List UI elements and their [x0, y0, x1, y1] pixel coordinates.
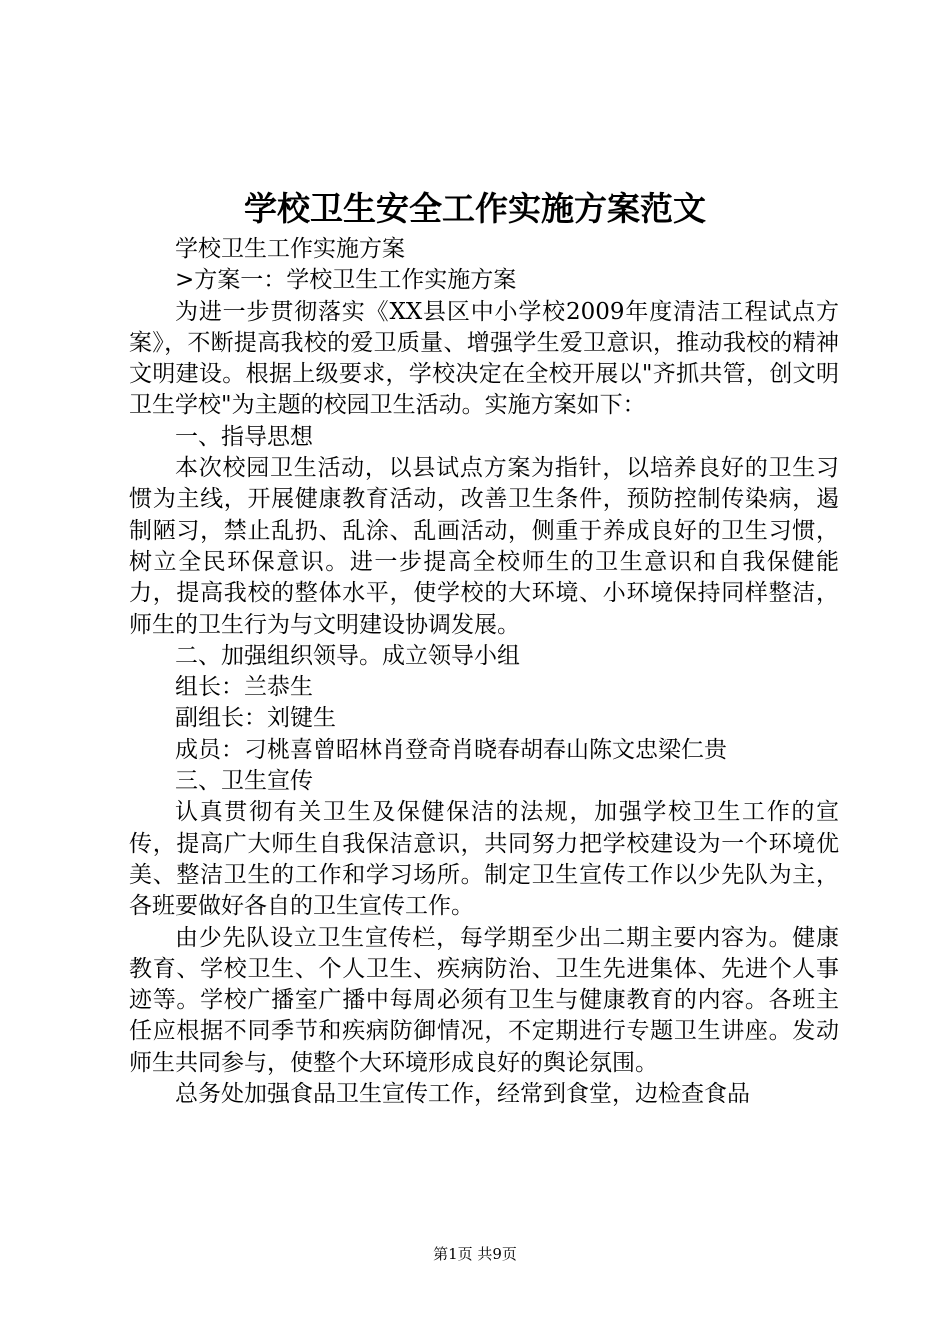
paragraph-subtitle: 学校卫生工作实施方案 — [175, 236, 405, 262]
paragraph-bulletin-board: 由少先队设立卫生宣传栏，每学期至少出二期主要内容为。健康教育、学校卫生、个人卫生、疾病防治、卫生先进集体、先进个人事迹等。学校广播室广播中每周必须有卫生与健康教育的内容。各班主任应根据不同季节和疾病防御情况，不定期进行专题卫生讲座。发动师生共同参与，使整个大环境形成良好的舆论氛围。 — [129, 924, 839, 1076]
paragraph-intro: 为进一步贯彻落实《XX县区中小学校2009年度清洁工程试点方案》，不断提高我校的爱卫质量、增强学生爱卫意识，推动我校的精神文明建设。根据上级要求，学校决定在全校开展以"齐抓共管，创文明卫生学校"为主题的校园卫生活动。实施方案如下： — [129, 298, 839, 419]
section-heading-publicity: 三、卫生宣传 — [175, 768, 313, 795]
page-number-footer: 第1页 共9页 — [433, 1245, 517, 1263]
document-body — [129, 234, 839, 1110]
paragraph-members: 成员：刁桃喜曾昭林肖登奇肖晓春胡春山陈文忠梁仁贵 — [175, 736, 727, 763]
paragraph-plan-one-heading: >方案一：学校卫生工作实施方案 — [175, 267, 517, 294]
paragraph-publicity: 认真贯彻有关卫生及保健保洁的法规，加强学校卫生工作的宣传，提高广大师生自我保洁意识，共同努力把学校建设为一个环境优美、整洁卫生的工作和学习场所。制定卫生宣传工作以少先队为主，各班要做好各自的卫生宣传工作。 — [129, 799, 839, 920]
paragraph-group-leader: 组长：兰恭生 — [175, 674, 313, 701]
paragraph-guiding-thought: 本次校园卫生活动，以县试点方案为指针，以培养良好的卫生习惯为主线，开展健康教育活动，改善卫生条件，预防控制传染病，遏制陋习，禁止乱扔、乱涂、乱画活动，侧重于养成良好的卫生习惯，树立全民环保意识。进一步提高全校师生的卫生意识和自我保健能力，提高我校的整体水平，使学校的大环境、小环境保持同样整洁，师生的卫生行为与文明建设协调发展。 — [129, 455, 839, 638]
paragraph-food-hygiene: 总务处加强食品卫生宣传工作，经常到食堂，边检查食品 — [175, 1081, 750, 1108]
section-heading-guiding-thought: 一、指导思想 — [175, 423, 313, 450]
paragraph-deputy-leader: 副组长：刘键生 — [175, 705, 336, 732]
document-title: 学校卫生安全工作实施方案范文 — [244, 189, 706, 228]
section-heading-leadership: 二、加强组织领导。成立领导小组 — [175, 642, 520, 669]
